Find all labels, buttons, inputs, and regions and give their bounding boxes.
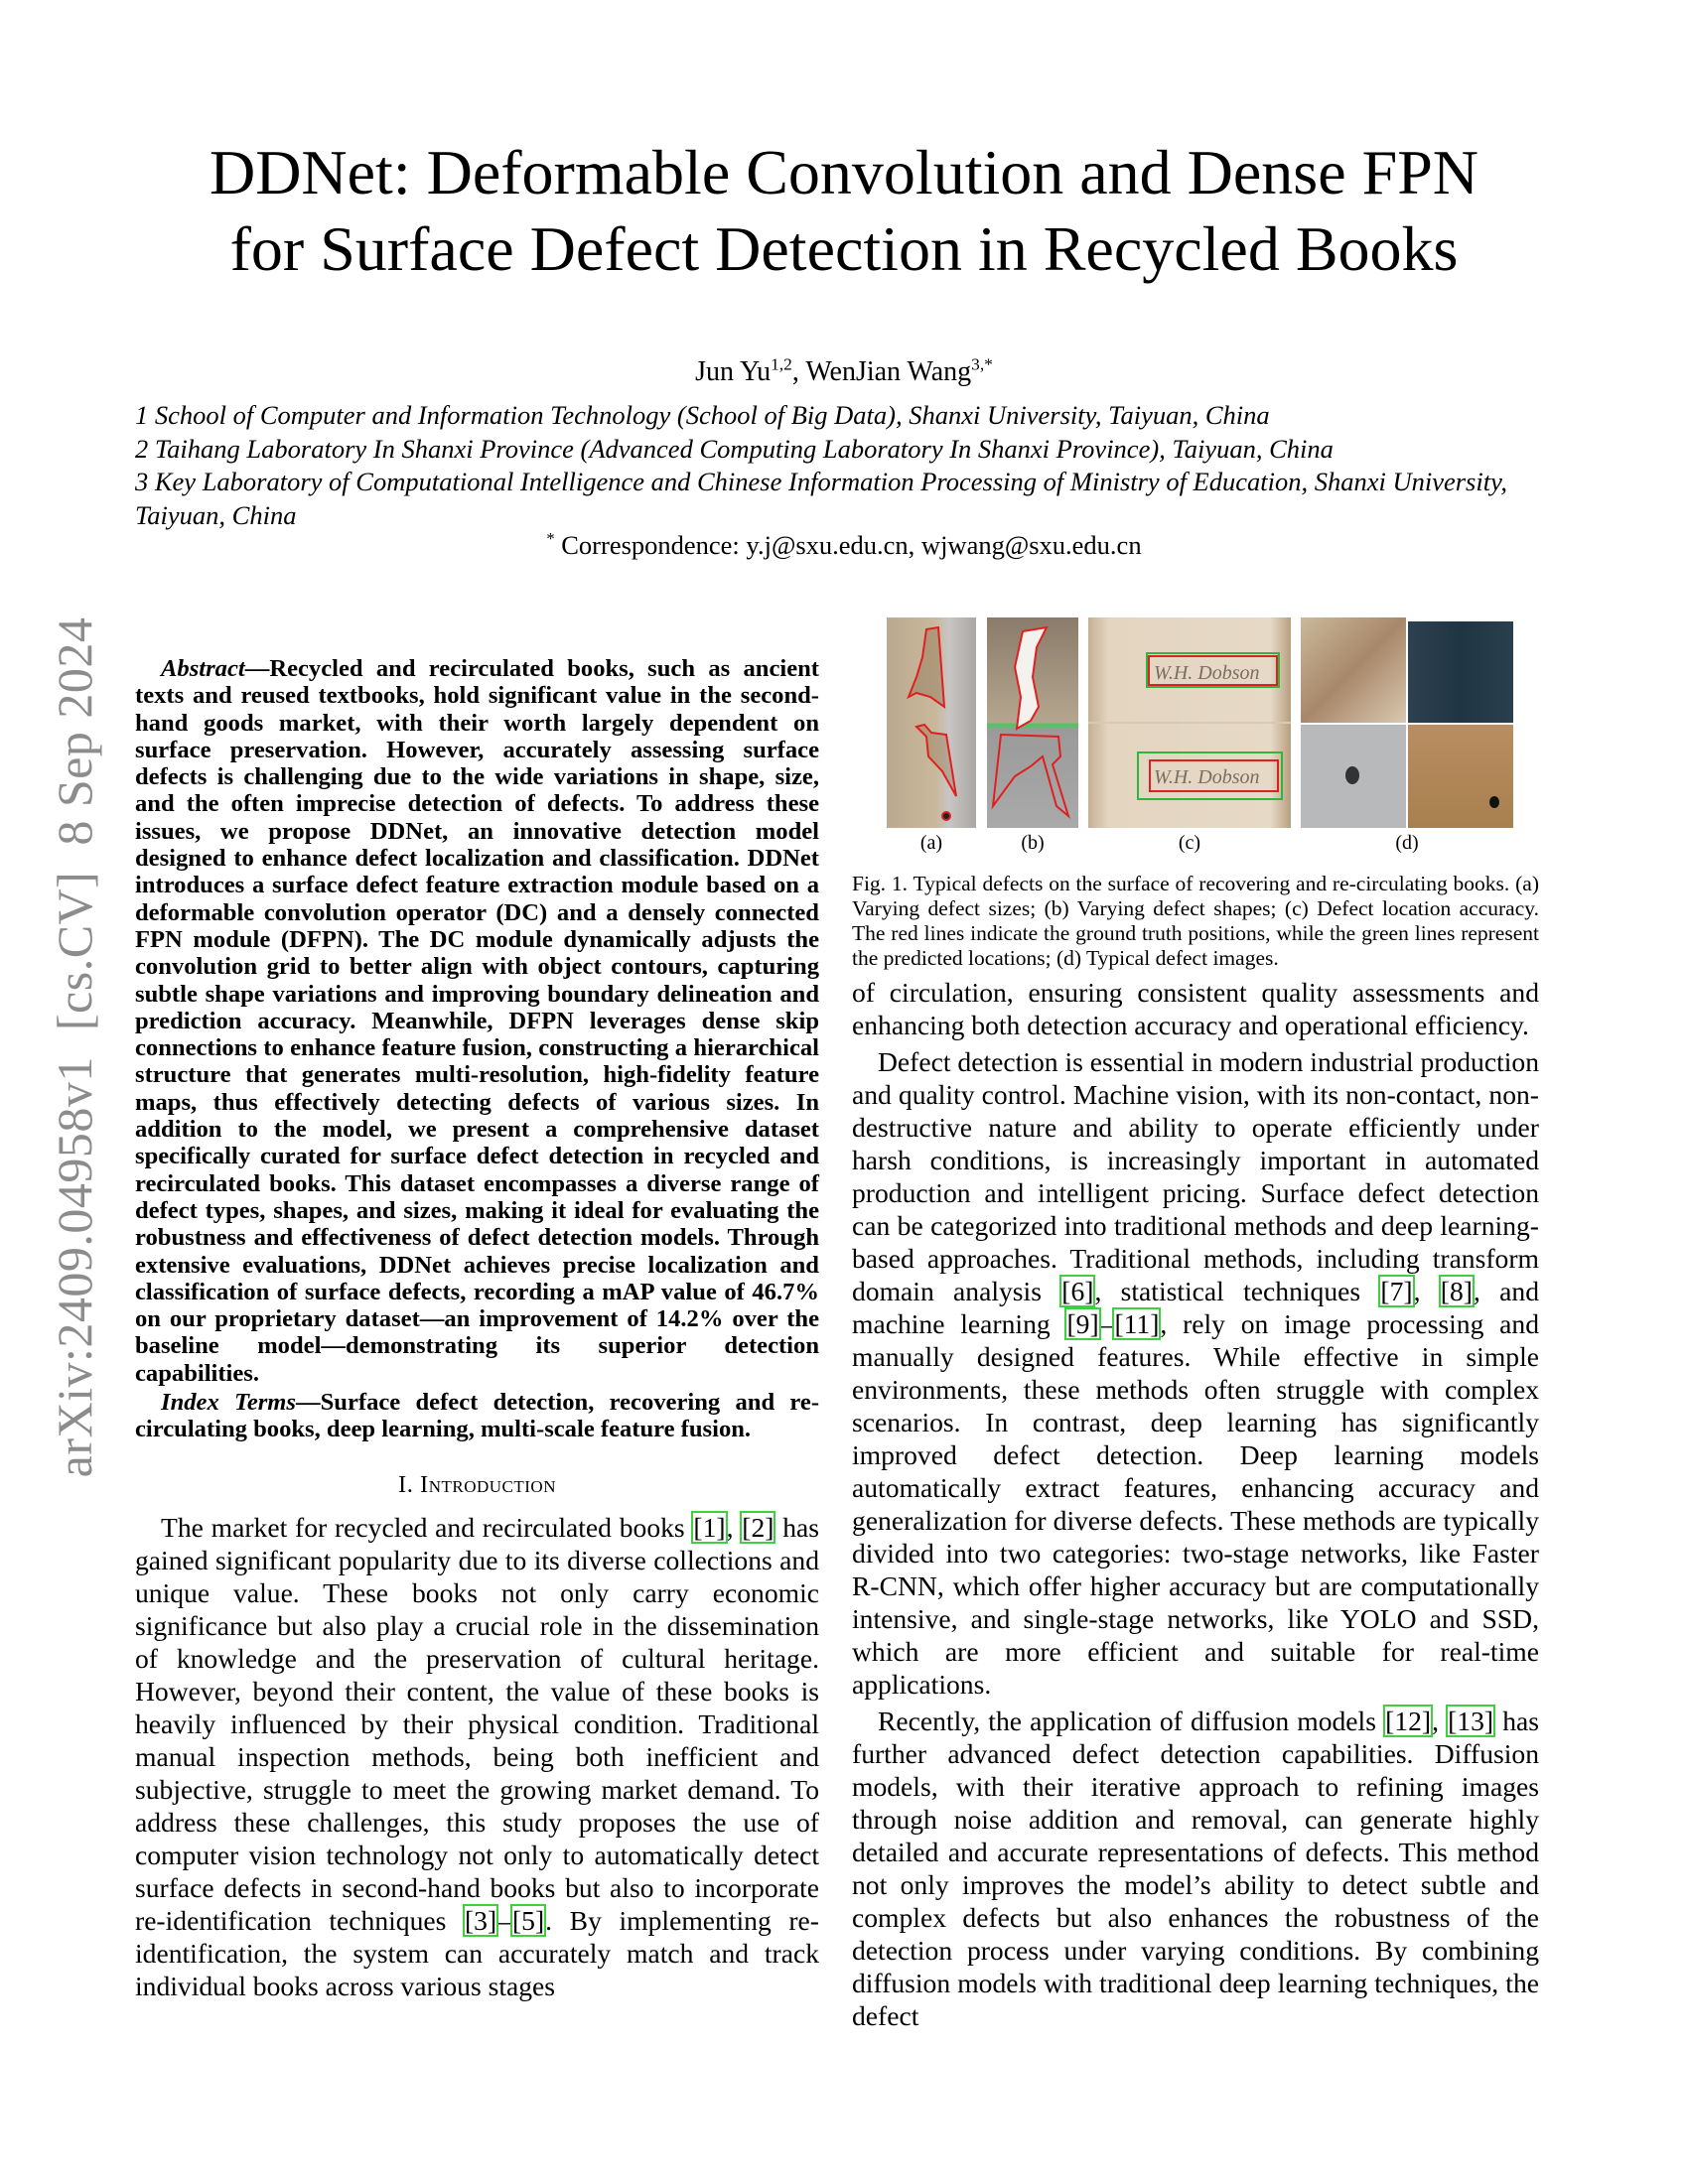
paragraph-text: – <box>497 1904 511 1936</box>
paragraph-text: , and machine learning <box>852 1276 1540 1339</box>
paragraph-text: has further advanced defect detection capabilities. Diffusion models, with their iterative approach to refining images through noise addition and removal, can generate highly detailed and accurate representations of defects. This method not only improves the model’s ability to detect subtle and complex defects but also enhances the robustness of the detection process under varying conditions. By combining diffusion models with traditional deep learning techniques, the defect <box>852 1706 1540 2031</box>
defect-outlines-a <box>887 617 976 828</box>
paragraph-text: , <box>1432 1706 1448 1736</box>
affiliation-2: 2 Taihang Laboratory In Shanxi Province (Advanced Computing Laboratory In Shanxi Province), Taiyuan, China <box>135 433 1334 464</box>
citation-link[interactable]: [9] <box>1066 1308 1099 1339</box>
authors: Jun Yu$^{1,2}$, WenJian Wang$^{3,*}$ <box>695 354 993 387</box>
citation-link[interactable]: [7] <box>1380 1276 1413 1306</box>
paragraph-text: , <box>726 1511 742 1543</box>
paragraph <box>852 976 1539 1041</box>
figure-caption: Fig. 1. Typical defects on the surface of recovering and re-circulating books. (a) Varying defect sizes; (b) Varying defect shapes; (c) Defect location accuracy. The red lines indicate the ground truth positions, while the green lines represent the predicted locations; (d) Typical defect images. <box>852 872 1539 970</box>
intro-body <box>135 1511 819 2002</box>
paragraph-text: , statistical techniques <box>1094 1276 1380 1306</box>
citation-link[interactable]: [11] <box>1114 1308 1160 1339</box>
sublabel-c: (c) <box>1178 832 1201 854</box>
citation-link[interactable]: [8] <box>1440 1276 1473 1306</box>
paragraph-text: has gained significant popularity due to its diverse collections and unique value. These books not only carry economic significance but also play a crucial role in the dissemination of knowledge and the preservation of cultural heritage. However, beyond their content, the value of these books is heavily influenced by their physical condition. Traditional manual inspection methods, being both inefficient and subjective, struggle to meet the growing market demand. To address these challenges, this study proposes the use of computer vision technology not only to automatically detect surface defects in second-hand books but also to incorporate re-identification techniques <box>135 1511 820 1936</box>
detection-boxes-c <box>1088 617 1291 828</box>
paragraph-text: . By implementing re-identification, the system can accurately match and track individual books across various stages <box>135 1904 819 2001</box>
abstract: Abstract—Recycled and recirculated books, such as ancient texts and reused textbooks, hold significant value in the second-hand goods market, with their worth largely dependent on surface preservation. However, accurately assessing surface defects is challenging due to the wide variations in shape, size, and the often imprecise detection of defects. To address these issues, we propose DDNet, an innovative detection model designed to enhance defect localization and classification. DDNet introduces a surface defect feature extraction module based on a deformable convolution operator (DC) and a densely connected FPN module (DFPN). The DC module dynamically adjusts the convolution grid to better align with object contours, capturing subtle shape variations and improving boundary delineation and prediction accuracy. Meanwhile, DFPN leverages dense skip connections to enhance feature fusion, constructing a hierarchical structure that generates multi-resolution, high-fidelity feature maps, thus effectively detecting defects of various sizes. In addition to the model, we present a comprehensive dataset specifically curated for surface defect detection in recycled and recirculated books. This dataset encompasses a diverse range of defect types, shapes, and sizes, making it ideal for evaluating the robustness and effectiveness of defect detection models. Through extensive evaluations, DDNet achieves precise localization and classification of surface defects, recording a mAP value of 46.7% on our proprietary dataset—an improvement of 14.2% over the baseline model—demonstrating its superior detection capabilities. <box>135 655 819 1387</box>
section-heading: I. Introduction <box>398 1470 556 1498</box>
sublabel-d: (d) <box>1395 832 1419 854</box>
paragraph <box>852 1705 1539 2032</box>
arxiv-stamp: arXiv:2409.04958v1 [cs.CV] 8 Sep 2024 <box>47 616 102 1478</box>
sublabel-b: (b) <box>1021 832 1045 854</box>
paragraph-text: – <box>1099 1308 1114 1339</box>
paragraph <box>135 1511 819 2002</box>
paragraph-text: The market for recycled and recirculated books <box>161 1511 693 1543</box>
sublabel-a: (a) <box>919 832 943 854</box>
paragraph-text: , rely on image processing and manually designed features. While effective in simple environments, these methods often struggle with complex scenarios. In contrast, deep learning has significantly improved defect detection. Deep learning models automatically extract features, enhancing accuracy and generalization for diverse defects. These methods are typically divided into two categories: two-stage networks, like Faster R-CNN, which offer higher accuracy but are computationally intensive, and single-stage networks, like YOLO and SSD, which are more efficient and suitable for real-time applications. <box>852 1308 1539 1700</box>
affiliations <box>135 399 1539 532</box>
figure-panel-d <box>1301 617 1513 828</box>
citation-link[interactable]: [3] <box>464 1904 497 1936</box>
citation-link[interactable]: [1] <box>693 1511 726 1543</box>
citation-link[interactable]: [5] <box>511 1904 545 1936</box>
affiliation-3: 3 Key Laboratory of Computational Intelligence and Chinese Information Processing of Ministry of Education, Shanxi University, Taiyuan, China <box>135 467 1508 530</box>
paper-title: DDNet: Deformable Convolution and Dense FPN for Surface Defect Detection in Recycled Books <box>209 137 1479 284</box>
citation-link[interactable]: [2] <box>742 1511 774 1543</box>
citation-link[interactable]: [12] <box>1385 1706 1432 1736</box>
affiliation-1: 1 School of Computer and Information Technology (School of Big Data), Shanxi University, Taiyuan, China <box>135 400 1270 430</box>
defect-outlines-b <box>987 617 1078 828</box>
paragraph <box>852 1045 1539 1701</box>
correspondence: * Correspondence: y.j@sxu.edu.cn, wjwang@sxu.edu.cn <box>546 529 1142 560</box>
citation-link[interactable]: [13] <box>1448 1706 1494 1736</box>
left-column <box>135 655 819 2006</box>
right-column <box>852 976 1539 2036</box>
index-terms: Index Terms—Surface defect detection, recovering and re-circulating books, deep learning, multi-scale feature fusion. <box>135 1389 820 1443</box>
figure-panel-b <box>987 617 1078 828</box>
figure-panel-a <box>887 617 976 828</box>
figure-panel-c <box>1088 617 1291 828</box>
svg-text:W.H. Dobson: W.H. Dobson <box>1154 662 1260 684</box>
paragraph-text: , <box>1413 1276 1440 1306</box>
citation-link[interactable]: [6] <box>1061 1276 1094 1306</box>
paragraph-text: Recently, the application of diffusion models <box>878 1706 1385 1736</box>
paragraph-text: of circulation, ensuring consistent quality assessments and enhancing both detection accuracy and operational efficiency. <box>852 977 1539 1040</box>
svg-text:W.H. Dobson: W.H. Dobson <box>1154 766 1260 788</box>
paragraph-text: Defect detection is essential in modern industrial production and quality control. Machine vision, with its non-contact, non-destructive nature and ability to operate efficiently under harsh conditions, is increasingly important in automated production and intelligent pricing. Surface defect detection can be categorized into traditional methods and deep learning-based approaches. Traditional methods, including transform domain analysis <box>852 1046 1539 1306</box>
